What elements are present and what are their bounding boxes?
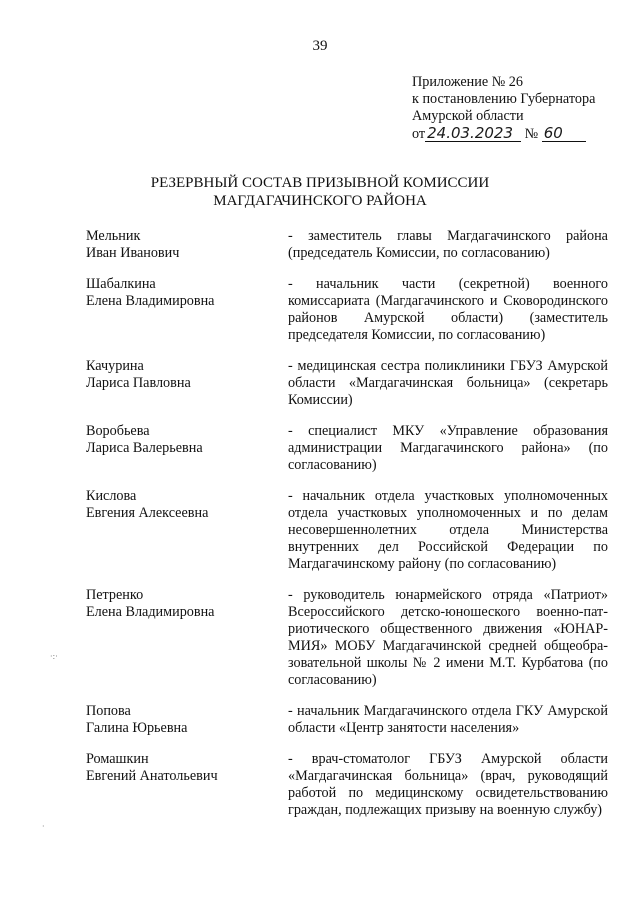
member-name <box>86 423 288 474</box>
handwritten-date: 24.03.2023 <box>425 125 521 142</box>
member-row <box>86 703 608 737</box>
member-row <box>86 587 608 689</box>
member-name <box>86 587 288 689</box>
member-surname: Кислова <box>86 488 137 504</box>
member-name <box>86 703 288 737</box>
member-row <box>86 423 608 474</box>
member-given-names: Иван Иванович <box>86 245 180 261</box>
member-row <box>86 276 608 344</box>
page-number: 39 <box>312 38 328 54</box>
member-surname: Попова <box>86 703 131 719</box>
appendix-date-line <box>412 125 632 143</box>
number-prefix: № <box>524 126 539 142</box>
handwritten-number: 60 <box>542 125 586 142</box>
member-role: - начальник отдела участковых уполномоченных отдела участковых уполномоченных и по делам несовершеннолетних отдела Министерства внутренних дел Российской Федерации по Магдагачинскому району (по согласованию) <box>288 488 608 572</box>
member-surname: Ромашкин <box>86 751 149 767</box>
member-name <box>86 488 288 573</box>
member-name <box>86 751 288 819</box>
appendix-line-3: Амурской области <box>412 108 524 124</box>
commission-roster <box>86 228 608 833</box>
member-surname: Петренко <box>86 587 144 603</box>
member-role: - начальник части (секретной) военного комиссариата (Магдагачинского и Сковородинского районов Амурской области) (заместитель председателя Комиссии, по согласованию) <box>288 276 608 343</box>
appendix-header <box>412 74 632 143</box>
document-title <box>0 174 640 210</box>
member-row <box>86 751 608 819</box>
member-given-names: Елена Владимировна <box>86 293 215 309</box>
member-row <box>86 228 608 262</box>
member-surname: Мельник <box>86 228 141 244</box>
member-surname: Воробьева <box>86 423 150 439</box>
member-role: - начальник Магдагачинского отдела ГКУ Амурской области «Центр занятости населения» <box>288 703 608 736</box>
member-given-names: Лариса Валерьевна <box>86 440 203 456</box>
member-name <box>86 276 288 344</box>
title-line-2: МАГДАГАЧИНСКОГО РАЙОНА <box>213 193 427 209</box>
member-role: - руководитель юнармейского отряда «Патриот» Всероссийского детско-юношеского военно-патриотического общественного движения «ЮНАРМИЯ» МОБУ Магдагачинской средней общеобразовательной школы № 2 имени М.Т. Курбатова (по согласованию) <box>288 587 608 688</box>
member-given-names: Евгений Анатольевич <box>86 768 218 784</box>
member-given-names: Евгения Алексеевна <box>86 505 209 521</box>
appendix-line-1: Приложение № 26 <box>412 74 523 90</box>
member-surname: Качурина <box>86 358 144 374</box>
member-name <box>86 228 288 262</box>
title-line-1: РЕЗЕРВНЫЙ СОСТАВ ПРИЗЫВНОЙ КОМИССИИ <box>150 175 490 191</box>
member-surname: Шабалкина <box>86 276 156 292</box>
scan-artifact: · <box>42 822 45 831</box>
member-given-names: Лариса Павловна <box>86 375 191 391</box>
member-given-names: Елена Владимировна <box>86 604 215 620</box>
member-role: - медицинская сестра поликлиники ГБУЗ Амурской области «Магдагачинская больница» (секретарь Комиссии) <box>288 358 608 408</box>
member-role: - заместитель главы Магдагачинского района (председатель Комиссии, по согласованию) <box>288 228 608 261</box>
member-role: - врач-стоматолог ГБУЗ Амурской области «Магдагачинская больница» (врач, руководящий работой по медицинскому освидетельствованию граждан, подлежащих призыву на военную службу) <box>288 751 608 818</box>
member-role: - специалист МКУ «Управление образования администрации Магдагачинского района» (по согласованию) <box>288 423 608 473</box>
member-name <box>86 358 288 409</box>
member-given-names: Галина Юрьевна <box>86 720 188 736</box>
date-prefix: от <box>412 126 426 142</box>
appendix-line-2: к постановлению Губернатора <box>412 91 596 107</box>
scan-artifact: ·:· <box>50 652 58 661</box>
member-row <box>86 358 608 409</box>
member-row <box>86 488 608 573</box>
